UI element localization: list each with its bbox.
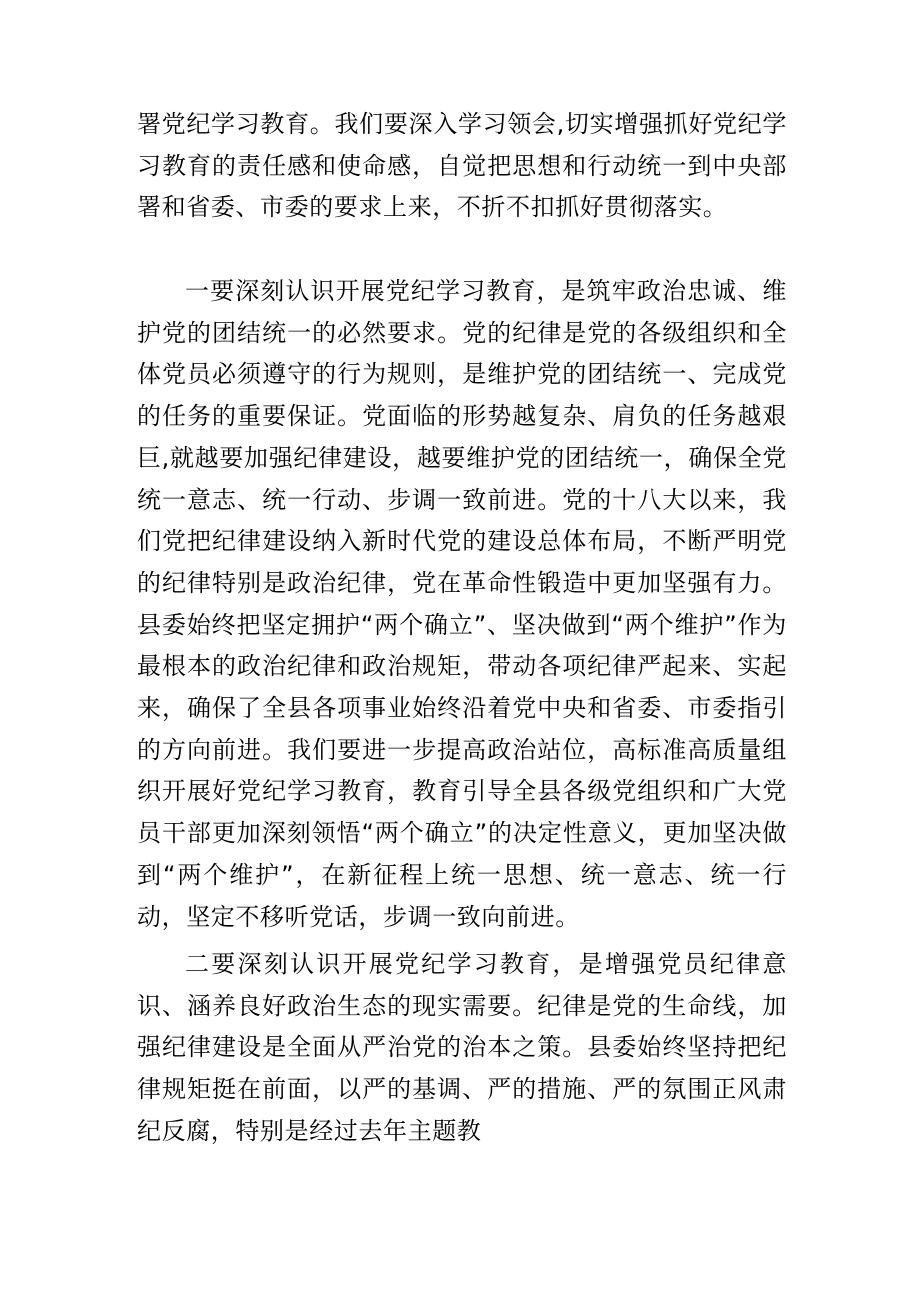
document-body-section-two xyxy=(137,944,787,1153)
paragraph-point-two: 二要深刻认识开展党纪学习教育，是增强党员纪律意识、涵养良好政治生态的现实需要。纪律是党的生命线，加强纪律建设是全面从严治党的治本之策。县委始终坚持把纪律规矩挺在前面，以严的基调、严的措施、严的氛围正风肃纪反腐，特别是经过去年主题教 xyxy=(137,950,787,1145)
paragraph-continuation: 署党纪学习教育。我们要深入学习领会,切实增强抓好党纪学习教育的责任感和使命感，自觉把思想和行动统一到中央部署和省委、市委的要求上来，不折不扣抓好贯彻落实。 xyxy=(137,110,787,222)
document-body-section-one xyxy=(137,271,787,938)
paragraph-point-one: 一要深刻认识开展党纪学习教育，是筑牢政治忠诚、维护党的团结统一的必然要求。党的纪律是党的各级组织和全体党员必须遵守的行为规则，是维护党的团结统一、完成党的任务的重要保证。党面临的形势越复杂、肩负的任务越艰巨,就越要加强纪律建设，越要维护党的团结统一，确保全党统一意志、统一行动、步调一致前进。党的十八大以来，我们党把纪律建设纳入新时代党的建设总体布局，不断严明党的纪律特别是政治纪律，党在革命性锻造中更加坚强有力。县委始终把坚定拥护“两个确立”、坚决做到“两个维护”作为最根本的政治纪律和政治规矩，带动各项纪律严起来、实起来，确保了全县各项事业始终沿着党中央和省委、市委指引的方向前进。我们要进一步提高政治站位，高标准高质量组织开展好党纪学习教育，教育引导全县各级党组织和广大党员干部更加深刻领悟“两个确立”的决定性意义，更加坚决做到“两个维护”，在新征程上统一思想、统一意志、统一行动，坚定不移听党话，步调一致向前进。 xyxy=(137,277,787,931)
document-body-continuation xyxy=(137,104,787,229)
